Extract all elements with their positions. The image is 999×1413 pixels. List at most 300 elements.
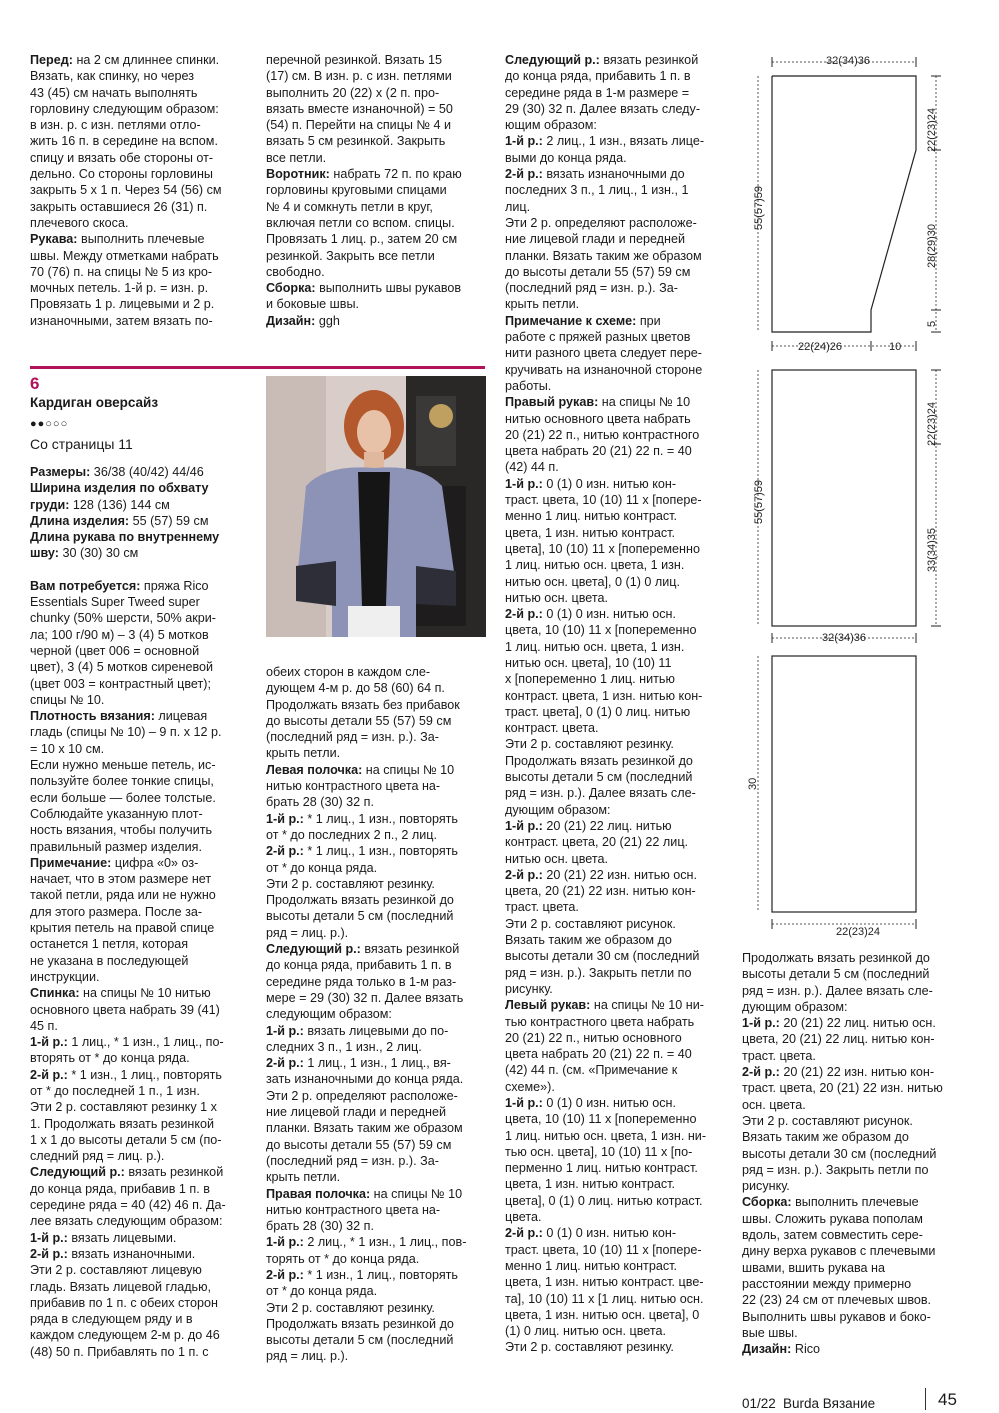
text-line (30, 1067, 255, 1083)
text-line (266, 264, 491, 280)
text-line (30, 871, 255, 887)
text-line-body: ряд = изн. р.). Далее вязать сле- (742, 983, 933, 998)
text-line-body: цвета. (505, 1210, 542, 1225)
text-line-body: 1 лиц., 1 изн., 1 лиц., вя- (303, 1056, 451, 1071)
text-line-body: каждом следующем 2-м р. до 46 (30, 1328, 220, 1343)
text-line-body: выполнить швы рукавов (315, 281, 462, 296)
text-line-label: Примечание к схеме: (505, 313, 637, 328)
text-line-label: Размеры: (30, 465, 91, 479)
text-line-body: вдоль, затем совместить сере- (742, 1228, 923, 1243)
text-line (30, 1034, 255, 1050)
text-line (505, 541, 727, 557)
text-line (30, 920, 255, 936)
footer-magazine: Burda Вязание (783, 1396, 876, 1411)
text-line-label: Примечание: (30, 855, 112, 870)
text-line-body: брать 28 (30) 32 п. (266, 795, 374, 810)
text-line (505, 981, 727, 997)
text-line (505, 671, 727, 687)
text-line-body: брать 28 (30) 32 п. (266, 1219, 374, 1234)
text-line-label: Ширина изделия по обхвату (30, 481, 209, 496)
text-line-body: цвета, 1 изн. нитью контраст. (505, 1177, 676, 1192)
text-line (505, 1323, 727, 1339)
text-line-body: Essentials Super Tweed super (30, 595, 200, 610)
text-line-body: ggh (315, 313, 340, 328)
text-line-body: на спицы № 10 нитью (79, 986, 211, 1001)
text-line (266, 150, 491, 166)
front-right-dim-c: 5 (926, 320, 938, 327)
col3-text (505, 52, 727, 1356)
text-line (266, 1332, 491, 1348)
text-line-body: до конца ряда, прибавить 1 п. в (505, 69, 691, 84)
text-line (266, 1316, 491, 1332)
text-line (30, 199, 250, 215)
text-line-body: Вязать, как спинку, но через (30, 69, 195, 84)
text-line-label: 2-й р.: (30, 1067, 68, 1082)
text-line (30, 182, 250, 198)
text-line (30, 773, 255, 789)
text-line-body: плечевого скоса. (30, 215, 129, 230)
text-line-body: инструкции. (30, 969, 100, 984)
text-line (30, 659, 255, 675)
text-line (266, 182, 491, 198)
text-line (742, 1048, 964, 1064)
text-line (505, 867, 727, 883)
text-line-body: осн. цвета. (742, 1097, 806, 1112)
text-line-body: вые швы. (742, 1325, 798, 1340)
text-line-label: 1-й р.: (505, 134, 543, 149)
front-band-dim: 10 (889, 341, 902, 353)
text-line (30, 280, 250, 296)
text-line (30, 936, 255, 952)
text-line-body: 20 (21) 22 лиц. нитью (542, 818, 672, 833)
text-line (505, 150, 727, 166)
text-line (266, 762, 491, 778)
text-line (30, 313, 250, 329)
text-line (742, 1031, 964, 1047)
text-line (505, 182, 727, 198)
text-line (30, 1311, 255, 1327)
text-line-label: Левый рукав: (505, 998, 591, 1013)
text-line (505, 508, 727, 524)
text-line-body: дующим образом: (505, 802, 611, 817)
text-line (505, 1111, 727, 1127)
text-line-body: гладь. Вязать лицевой гладью, (30, 1279, 212, 1294)
text-line-body: все петли. (266, 150, 327, 165)
text-line (505, 802, 727, 818)
text-line (266, 199, 491, 215)
text-line-body: 2 лиц., * 1 изн., 1 лиц., пов- (303, 1235, 467, 1250)
text-line-label: Сборка: (742, 1195, 792, 1210)
text-line-label: Следующий р.: (505, 53, 600, 67)
text-line (505, 329, 727, 345)
text-line (30, 545, 255, 561)
text-line (505, 378, 727, 394)
text-line (30, 1132, 255, 1148)
text-line-body: рисунку. (742, 1179, 790, 1194)
text-line (505, 231, 727, 247)
text-line (266, 1039, 491, 1055)
col1-bottom-text (30, 464, 255, 1360)
text-line (266, 680, 491, 696)
footer-issue: 01/22 (742, 1396, 776, 1411)
text-line-body: Вязать таким же образом до (742, 1130, 909, 1145)
text-line (505, 215, 727, 231)
text-line (30, 724, 255, 740)
text-line-body: высоты детали 30 см (последний (742, 1146, 937, 1161)
text-line (30, 757, 255, 773)
text-line (505, 1014, 727, 1030)
text-line (505, 720, 727, 736)
text-line (742, 1097, 964, 1113)
from-page-ref: Со страницы 11 (30, 436, 133, 452)
text-line (30, 1246, 255, 1262)
text-line-body: цвета, 10 (10) 11 х [попеременно (505, 623, 697, 638)
text-line-label: 2-й р.: (505, 167, 543, 182)
text-line (30, 480, 255, 496)
text-line-label: Рукава: (30, 232, 78, 247)
text-line-body: планки. Вязать таким же образом (266, 1121, 463, 1136)
text-line-body: на спицы № 10 (598, 395, 691, 410)
text-line (266, 296, 491, 312)
text-line (505, 411, 727, 427)
text-line-body: 70 (76) п. на спицы № 5 из кро- (30, 264, 213, 279)
text-line-body: до высоты детали 55 (57) 59 см (505, 264, 691, 279)
text-line-body: следующим образом: (266, 1007, 392, 1022)
text-line (30, 85, 250, 101)
text-line (266, 843, 491, 859)
text-line (742, 1260, 964, 1276)
text-line-body: высоты детали 30 см (последний (505, 949, 700, 964)
text-line-body: траст. цвета], 0 (1) 0 лиц. нитью (505, 704, 691, 719)
text-line (266, 1169, 491, 1185)
text-line-body: контраст. цвета. (505, 721, 599, 736)
model-photo-image (266, 376, 486, 637)
text-line-body: 55 (57) 59 см (129, 513, 209, 528)
text-line-body: chunky (50% шерсти, 50% акри- (30, 611, 216, 626)
text-line (505, 1225, 727, 1241)
text-line-body: 43 (45) см начать выполнять (30, 85, 198, 100)
text-line (505, 1258, 727, 1274)
text-line (30, 1327, 255, 1343)
text-line-label: Длина изделия: (30, 513, 130, 528)
text-line-body: гладь (спицы № 10) – 9 п. х 12 р. (30, 725, 222, 740)
text-line-body: (42) 44 п. (505, 460, 559, 475)
text-line (30, 296, 250, 312)
text-line-body: 20 (21) 22 лиц. нитью осн. (779, 1016, 936, 1031)
text-line-body: черной (цвет 006 = основной (30, 643, 200, 658)
text-line (266, 101, 491, 117)
text-line (505, 574, 727, 590)
text-line-body: 22 (23) 24 см от плечевых швов. (742, 1293, 932, 1308)
text-line-body: в изн. р. с изн. петлями отло- (30, 118, 201, 133)
text-line-body: горловину следующим образом: (30, 101, 219, 116)
text-line-body: Эти 2 р. определяют расположе- (266, 1088, 458, 1103)
text-line (266, 1186, 491, 1202)
text-line-body: 36/38 (40/42) 44/46 (90, 465, 204, 479)
text-line (266, 1023, 491, 1039)
text-line-body: высоты детали 5 см (последний (742, 967, 930, 982)
text-line (266, 876, 491, 892)
col4-text (742, 950, 964, 1357)
text-line-label: 1-й р.: (505, 1096, 543, 1110)
text-line-body: до конца ряда, прибавив 1 п. в (30, 1181, 210, 1196)
text-line (266, 974, 491, 990)
text-line (266, 1137, 491, 1153)
text-line (742, 1341, 964, 1357)
front-left-dim: 55(57)59 (753, 185, 765, 230)
text-line-body: не указана в последующей (30, 953, 189, 968)
text-line (505, 166, 727, 182)
text-line (266, 990, 491, 1006)
back-bottom-dim: 32(34)36 (822, 632, 867, 644)
text-line-body: (42) 44 п. (см. «Примечание к (505, 1063, 678, 1078)
text-line-body: цифра «0» оз- (111, 855, 199, 870)
text-line (505, 785, 727, 801)
text-line-body: ющим образом: (505, 118, 597, 133)
section-rule (30, 366, 485, 369)
text-line (742, 999, 964, 1015)
text-line-body: дельно. Со стороны горловины (30, 167, 213, 182)
text-line (505, 1193, 727, 1209)
text-line-body: Эти 2 р. составляют резинку. (505, 737, 674, 752)
text-line-body: выполнить 20 (22) х (2 п. про- (266, 85, 440, 100)
text-line (742, 1080, 964, 1096)
text-line-body: * 1 изн., 1 лиц., повторять (67, 1067, 222, 1082)
text-line-label: Плотность вязания: (30, 709, 155, 724)
text-line-body: Провязать 1 лиц. р., затем 20 см (266, 232, 458, 247)
text-line-body: дующим образом: (742, 999, 848, 1014)
text-line (742, 1113, 964, 1129)
text-line (742, 966, 964, 982)
text-line-body: закрыть оставшиеся 26 (31) п. (30, 199, 208, 214)
text-line (505, 313, 727, 329)
text-line-body: ние лицевой глади и передней (505, 232, 686, 247)
text-line-body: вязать 5 см резинкой. Закрыть (266, 134, 446, 149)
text-line (742, 983, 964, 999)
text-line (742, 1325, 964, 1341)
text-line-body: 0 (1) 0 изн. нитью осн. (542, 1096, 677, 1110)
text-line (30, 52, 250, 68)
text-line (30, 1164, 255, 1180)
text-line-body: цвета], 10 (10) 11 х [попеременно (505, 541, 700, 556)
text-line-body: до высоты детали 55 (57) 59 см (266, 713, 452, 728)
text-line-label: 1-й р.: (30, 1230, 68, 1245)
text-line-body: цвет), 3 (4) 5 мотков сиреневой (30, 660, 214, 675)
text-line-body: 45 п. (30, 1018, 58, 1033)
text-line-label: 2-й р.: (266, 844, 304, 859)
text-line-body: 1 лиц., * 1 изн., 1 лиц., по- (67, 1035, 224, 1050)
text-line (505, 133, 727, 149)
text-line (505, 639, 727, 655)
text-line (505, 622, 727, 638)
text-line-body: выполнить плечевые (791, 1195, 919, 1210)
text-line-label: Правая полочка: (266, 1186, 371, 1201)
text-line-label: 2-й р.: (505, 1226, 543, 1241)
text-line-label: 2-й р.: (30, 1246, 68, 1261)
text-line (505, 85, 727, 101)
text-line-body: перменно 1 лиц. нитью контраст. (505, 1161, 698, 1176)
text-line (505, 280, 727, 296)
text-line (266, 248, 491, 264)
text-line-body: 0 (1) 0 изн. нитью осн. (542, 607, 677, 622)
text-line-body: 20 (21) 22 изн. нитью кон- (779, 1065, 935, 1080)
text-line-body: правильный размер изделия. (30, 839, 202, 854)
text-line-body: Эти 2 р. составляют рисунок. (505, 916, 676, 931)
text-line-body: прибавив по 1 п. с обеих сторон (30, 1295, 218, 1310)
text-line-body: дующем 4-м р. до 58 (60) 64 п. (266, 681, 445, 696)
text-line (742, 1211, 964, 1227)
text-line (505, 834, 727, 850)
text-line (266, 166, 491, 182)
text-line (505, 199, 727, 215)
back-piece-outline (772, 370, 916, 626)
text-line-body: Продолжать вязать без прибавок (266, 697, 460, 712)
text-line-body: до конца ряда, прибавить 1 п. в (266, 958, 452, 973)
text-line-label: 1-й р.: (266, 811, 304, 826)
text-line (30, 1262, 255, 1278)
text-line (266, 1234, 491, 1250)
text-line (266, 85, 491, 101)
text-line-body: нитью осн. цвета. (505, 851, 608, 866)
text-line-body: траст. цвета, 20 (21) 22 изн. нитью (742, 1081, 943, 1096)
text-line (266, 280, 491, 296)
text-line-label: Правый рукав: (505, 395, 599, 410)
text-line-body: нитью основного цвета набрать (505, 411, 691, 426)
text-line (505, 1062, 727, 1078)
text-line-label: 1-й р.: (505, 818, 543, 833)
text-line (30, 904, 255, 920)
text-line-body: если больше — более толстые. (30, 790, 216, 805)
text-line-body: 20 (21) 22 п., нитью контрастного (505, 427, 700, 442)
text-line-body: 29 (30) 32 п. Далее вязать следу- (505, 101, 701, 116)
text-line (505, 1128, 727, 1144)
text-line-body: траст. цвета, 10 (10) 11 х [попере- (505, 1242, 702, 1257)
text-line (266, 941, 491, 957)
text-line (30, 692, 255, 708)
text-line-body: менно 1 лиц. нитью контраст. (505, 509, 677, 524)
text-line-body: от * до последних 2 п., 2 лиц. (266, 827, 437, 842)
text-line (30, 741, 255, 757)
text-line (742, 950, 964, 966)
text-line-body: вторять от * до конца ряда. (30, 1051, 190, 1066)
text-line-body: менно 1 лиц. нитью контраст. (505, 1258, 677, 1273)
text-line (266, 1348, 491, 1364)
text-line (266, 1153, 491, 1169)
text-line (742, 1129, 964, 1145)
text-line (30, 529, 255, 545)
text-line (266, 68, 491, 84)
text-line-body: нитью осн. цвета], 10 (10) 11 (505, 655, 672, 670)
text-line-label: 2-й р.: (266, 1056, 304, 1071)
text-line (266, 1071, 491, 1087)
text-line (30, 215, 250, 231)
text-line (505, 492, 727, 508)
text-line (505, 1160, 727, 1176)
text-line (30, 248, 250, 264)
text-line-body: перечной резинкой. Вязать 15 (266, 53, 443, 67)
text-line-body: 20 (21) 22 изн. нитью осн. (542, 867, 698, 882)
text-line-body: цвета, 10 (10) 11 х [попеременно (505, 1112, 697, 1127)
text-line (30, 117, 250, 133)
text-line-body: высоты детали 5 см (последний (266, 909, 454, 924)
text-line-body: та], 10 (10) 11 х [1 лиц. нитью осн. (505, 1291, 704, 1306)
text-line (742, 1015, 964, 1031)
text-line-body: ряд = изн. р.). Далее вязать сле- (505, 786, 696, 801)
text-line (30, 806, 255, 822)
text-line-body: 1 лиц. нитью осн. цвета, 1 изн. ни- (505, 1128, 707, 1143)
text-line-body: и боковые швы. (266, 297, 359, 312)
text-line-body: вязать изнаночными. (67, 1246, 196, 1261)
text-line (505, 688, 727, 704)
text-line-body: ние лицевой глади и передней (266, 1105, 447, 1120)
text-line-body: ряд = изн. р.). Закрыть петли по (505, 965, 692, 980)
text-line-body: от * до последней 1 п., 1 изн. (30, 1083, 200, 1098)
text-line-body: нити разного цвета следует пере- (505, 346, 702, 361)
text-line (30, 855, 255, 871)
text-line-body: ряд = лиц. р.). (266, 925, 349, 940)
text-line (742, 1276, 964, 1292)
text-line-body: вязать вместе изнаночной) = 50 (266, 101, 453, 116)
text-line-body: тью контрастного цвета набрать (505, 1014, 695, 1029)
text-line-label: Следующий р.: (30, 1165, 125, 1180)
text-line-body: рисунку. (505, 981, 553, 996)
text-line-label: груди: (30, 497, 70, 512)
footer-separator (925, 1388, 926, 1410)
text-line-body: высоты детали 5 см (последний (266, 1333, 454, 1348)
text-line (505, 932, 727, 948)
text-line-label: 1-й р.: (505, 476, 543, 491)
text-line-body: крытия петель на правой спице (30, 921, 215, 936)
text-line-body: выполнить плечевые (77, 232, 205, 247)
text-line-body: для этого размера. После за- (30, 904, 203, 919)
cardigan-photo (266, 376, 486, 637)
text-line-body: 1 лиц. нитью осн. цвета, 1 изн. (505, 639, 685, 654)
text-line-body: обеих сторон в каждом сле- (266, 665, 431, 679)
text-line (505, 883, 727, 899)
text-line (266, 1006, 491, 1022)
text-line-body: Выполнить швы рукавов и боко- (742, 1309, 931, 1324)
text-line-body: жить 16 п. в середине на вспом. (30, 134, 218, 149)
front-right-dim-b: 28(29)30 (926, 223, 938, 268)
text-line (505, 248, 727, 264)
front-piece-outline (772, 76, 916, 332)
text-line-body: 128 (136) 144 см (69, 497, 170, 512)
text-line (266, 1055, 491, 1071)
front-top-dim: 32(34)36 (826, 55, 871, 67)
text-line-body: лее вязать следующим образом: (30, 1214, 223, 1229)
text-line (505, 769, 727, 785)
text-line (505, 736, 727, 752)
paragraph-gap (30, 562, 255, 578)
text-line (266, 811, 491, 827)
sleeve-piece-outline (772, 656, 916, 912)
text-line (266, 729, 491, 745)
text-line (505, 606, 727, 622)
text-line (505, 1079, 727, 1095)
text-line (266, 1120, 491, 1136)
text-line-body: траст. цвета, 10 (10) 11 х [попере- (505, 493, 702, 508)
text-line (266, 745, 491, 761)
text-line-body: изнаночными, затем вязать по- (30, 313, 213, 328)
text-line (266, 1251, 491, 1267)
text-line (505, 1046, 727, 1062)
text-line-body: цвета, 20 (21) 22 изн. нитью кон- (505, 884, 696, 899)
text-line (505, 851, 727, 867)
text-line-body: крыть петли. (266, 746, 341, 761)
text-line-body: вязать изнаночными до (542, 167, 685, 182)
text-line-body: тью осн. цвета], 10 (10) 11 х [по- (505, 1144, 693, 1159)
text-line-body: Эти 2 р. составляют лицевую (30, 1263, 202, 1278)
